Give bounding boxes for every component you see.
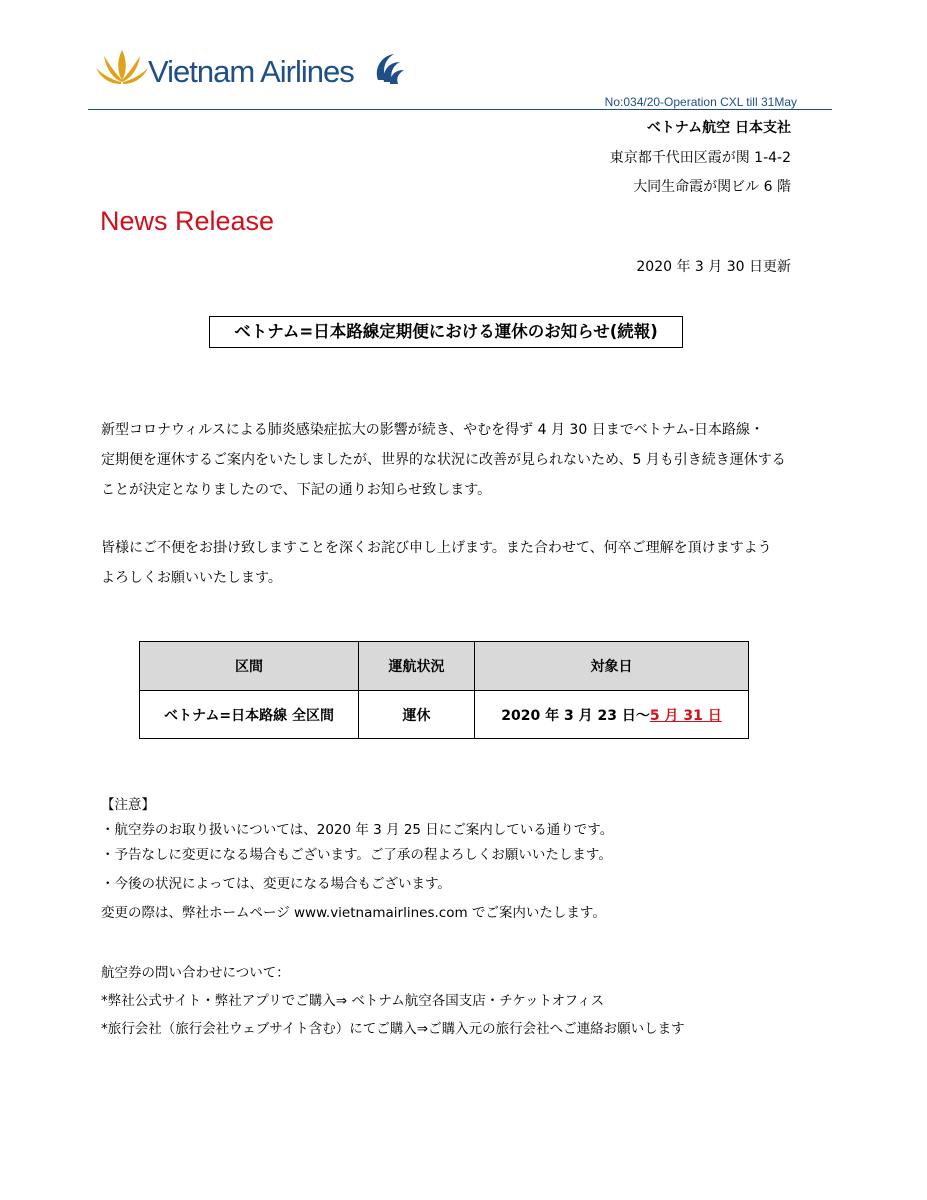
address-line-1: 東京都千代田区霞が関 1-4-2 — [609, 150, 791, 166]
body-line: ことが決定となりましたので、下記の通りお知らせ致します。 — [101, 482, 492, 498]
date-end: 5 月 31 日 — [649, 707, 722, 724]
vietnam-airlines-logo — [96, 44, 416, 100]
notes-heading: 【注意】 — [101, 797, 155, 813]
body-line: 定期便を運休するご案内をいたしましたが、世界的な状況に改善が見られないため、5 月も引き続き運休する — [101, 452, 786, 468]
updated-date: 2020 年 3 月 30 日更新 — [636, 259, 791, 275]
suspension-table — [139, 641, 749, 739]
body-line: 皆様にご不便をお掛け致しますことを深くお詫び申し上げます。また合わせて、何卒ご理解を頂けますよう — [101, 540, 772, 556]
body-line: 新型コロナウィルスによる肺炎感染症拡大の影響が続き、やむを得ず 4 月 30 日までベトナム-日本路線・ — [101, 422, 765, 438]
inquiry-line: *弊社公式サイト・弊社アプリでご購入⇒ ベトナム航空各国支店・チケットオフィス — [101, 993, 605, 1009]
note-line: ・予告なしに変更になる場合もございます。ご了承の程よろしくお願いいたします。 — [101, 847, 612, 863]
logo-wordmark: Vietnam Airlines — [148, 54, 354, 89]
note-line: 変更の際は、弊社ホームページ www.vietnamairlines.com でご案内いたします。 — [101, 905, 606, 921]
note-line: ・今後の状況によっては、変更になる場合もございます。 — [101, 876, 451, 892]
address-line-2: 大同生命霞が関ビル 6 階 — [633, 179, 791, 195]
cell-route: ベトナム=日本路線 全区間 — [140, 691, 359, 739]
inquiry-line: *旅行会社（旅行会社ウェブサイト含む）にてご購入⇒ご購入元の旅行会社へご連絡お願いします — [101, 1021, 685, 1037]
header-route: 区間 — [140, 642, 359, 691]
cell-dates — [475, 691, 749, 739]
body-paragraph-1 — [101, 415, 841, 505]
body-paragraph-2 — [101, 533, 841, 593]
header-status: 運航状況 — [359, 642, 475, 691]
skyteam-icon — [372, 50, 406, 90]
header-rule — [88, 109, 832, 110]
cell-status: 運休 — [359, 691, 475, 739]
document-number: No:034/20-Operation CXL till 31May — [604, 95, 797, 109]
notice-title: ベトナム=日本路線定期便における運休のお知らせ(続報) — [209, 316, 683, 348]
news-release-heading: News Release — [100, 206, 275, 236]
table-row — [140, 691, 749, 739]
header-dates: 対象日 — [475, 642, 749, 691]
date-start: 2020 年 3 月 23 日〜 — [501, 707, 650, 724]
company-name: ベトナム航空 日本支社 — [646, 120, 791, 136]
body-line: よろしくお願いいたします。 — [101, 570, 282, 586]
inquiry-heading: 航空券の問い合わせについて： — [101, 965, 290, 981]
lotus-logo-icon — [96, 48, 148, 88]
table-header-row — [140, 642, 749, 691]
note-line: ・航空券のお取り扱いについては、2020 年 3 月 25 日にご案内している通りです。 — [101, 822, 614, 838]
